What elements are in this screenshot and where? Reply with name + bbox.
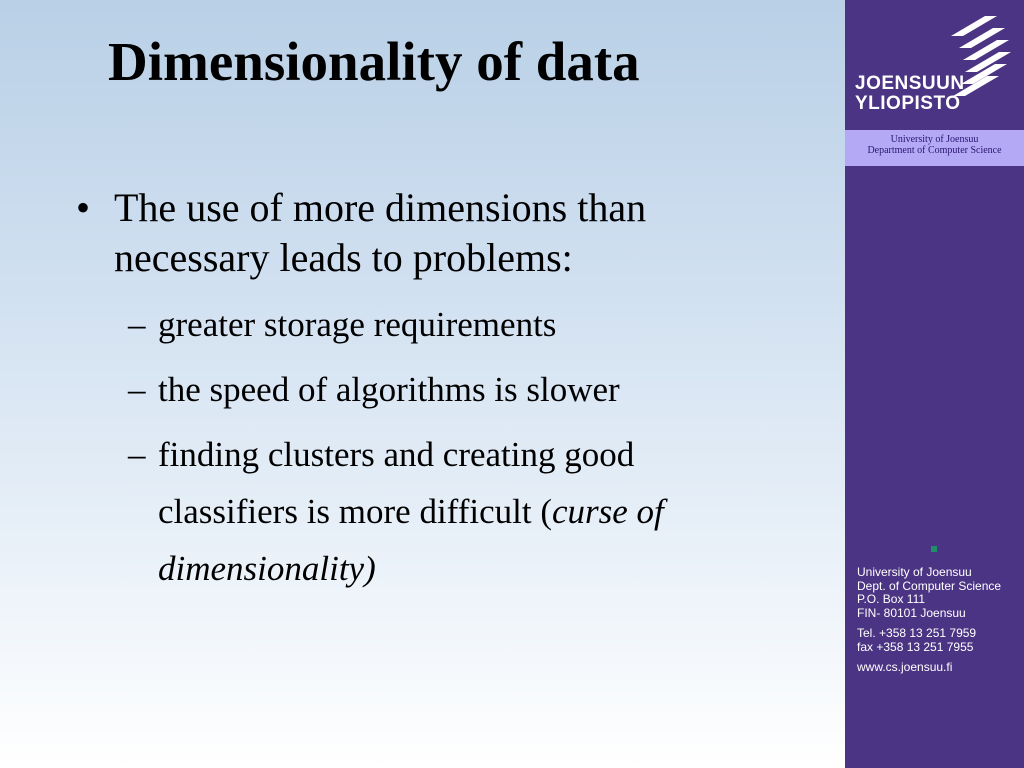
sub-bullet-text: the speed of algorithms is slower: [158, 370, 620, 409]
sub-bullet-storage: [128, 296, 768, 353]
contact-block: [857, 566, 1001, 675]
contact-phone: Tel. +358 13 251 7959: [857, 626, 977, 640]
sub-bullet-text: greater storage requirements: [158, 305, 557, 344]
dept-line-1: University of Joensuu: [890, 134, 979, 145]
dept-line-2: Department of Computer Science: [867, 145, 1002, 156]
sub-bullet-dash: –: [128, 435, 146, 474]
contact-line: University of Joensuu: [857, 565, 972, 579]
contact-line: P.O. Box 111: [857, 592, 926, 606]
contact-line: FIN- 80101 Joensuu: [857, 605, 966, 620]
slide-title: Dimensionality of data: [108, 31, 640, 92]
accent-square: [931, 546, 937, 552]
sub-bullet-text-wrap: [158, 426, 768, 597]
bullet-symbol: •: [76, 185, 91, 230]
university-logo-wordmark: [855, 74, 965, 114]
contact-line: Dept. of Computer Science: [857, 578, 1002, 593]
sub-bullet-dash: –: [128, 305, 146, 344]
logo-line-2: YLIOPISTO: [855, 93, 961, 114]
logo-line-1: JOENSUUN: [855, 73, 965, 94]
curse-of-dimensionality-term: curse of dimensionality): [158, 492, 664, 588]
department-band: [845, 130, 1024, 166]
sub-bullet-speed: [128, 361, 768, 418]
bullet-main-text: The use of more dimensions than necessary leads to problems:: [114, 185, 647, 280]
sidebar: [845, 0, 1024, 768]
contact-website: www.cs.joensuu.fi: [857, 660, 953, 674]
sub-bullet-clusters: [128, 426, 768, 597]
bullet-main: [76, 183, 796, 283]
sub-bullet-dash: –: [128, 370, 146, 409]
contact-fax: fax +358 13 251 7955: [857, 639, 974, 654]
sub-bullet-text: finding clusters and creating good classifiers is more difficult (: [158, 435, 635, 531]
